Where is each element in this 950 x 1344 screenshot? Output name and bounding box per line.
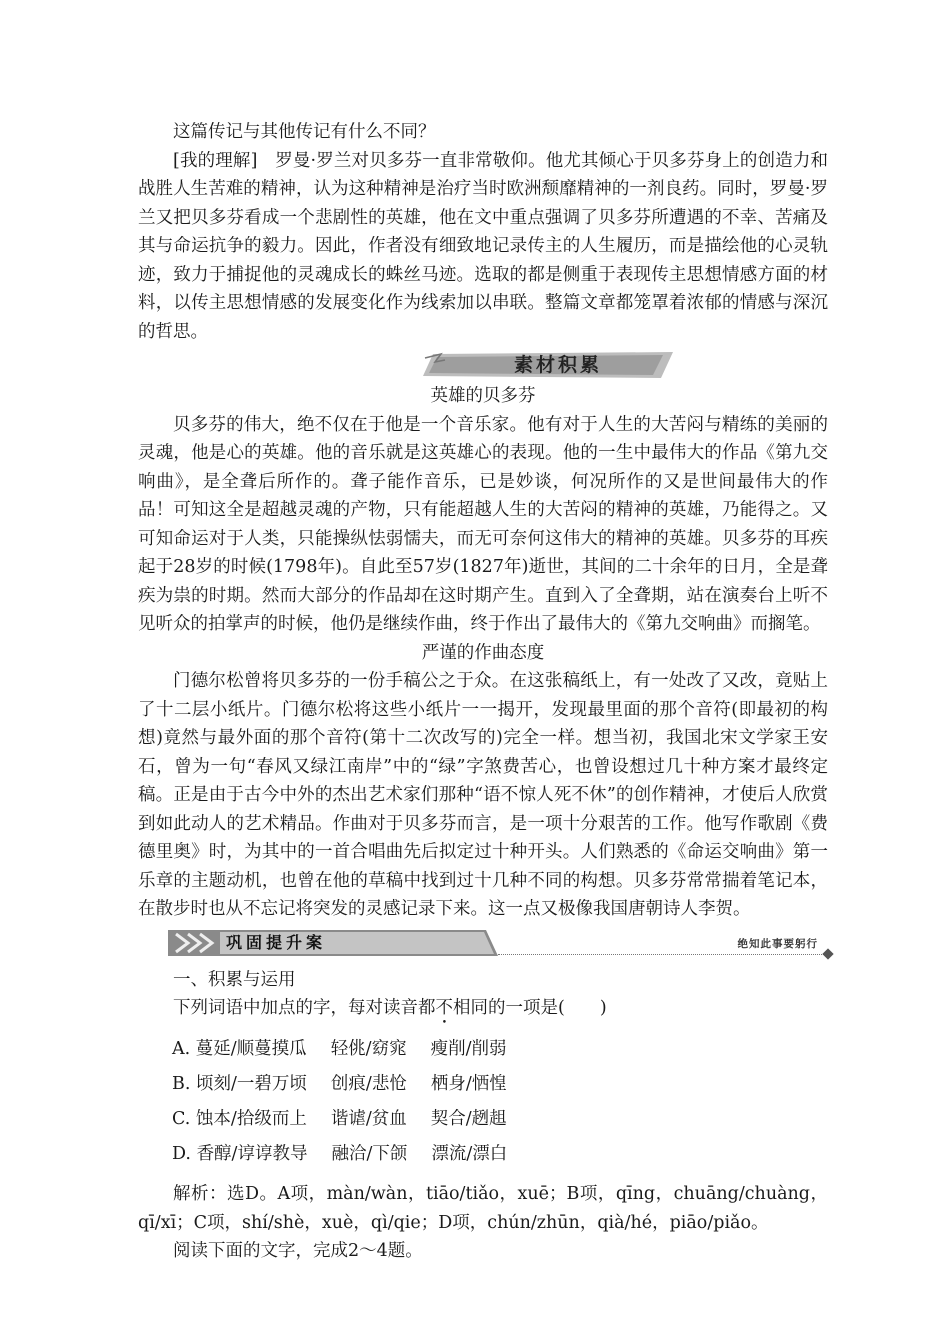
question-stem: 下列词语中加点的字，每对读音都不相同的一项是( ) [173,998,607,1018]
option-c: C. 蚀本/拾级而上 谐谑/贫血 契合/趔趄 [172,1109,507,1129]
banner-title: 素材积累 [513,354,602,376]
banner-title: 巩固提升案 [226,932,327,952]
option-a: A. 蔓延/顺蔓摸瓜 轻佻/窈窕 瘦削/削弱 [172,1039,507,1059]
banner-motto: 绝知此事要躬行 [737,937,818,950]
options-list [138,1032,828,1172]
article-title-2: 严谨的作曲态度 [421,642,545,663]
banner-tab-shape [168,930,498,956]
diamond-icon [822,948,833,959]
option-b: B. 顷刻/一碧万顷 创痕/悲怆 栖身/恓惶 [172,1074,507,1094]
banner-rule [498,954,828,955]
intro-question: 这篇传记与其他传记有什么不同？ [173,122,436,142]
understanding-text: 罗曼·罗兰对贝多芬一直非常敬仰。他尤其倾心于贝多芬身上的创造力和战胜人生苦难的精神，认为这种精神是治疗当时欧洲颓靡精神的一剂良药。同时，罗曼·罗兰又把贝多芬看成一个悲剧性的英雄，他在文中重点强调了贝多芬所遭遇的不幸、苦痛及其与命运抗争的毅力。因此，作者没有细致地记录传主的人生履历，而是描绘他的心灵轨迹，致力于捕捉他的灵魂成长的蛛丝马迹。选取的都是侧重于表现传主思想情感方面的材料，以传主思想情感的发展变化作为线索加以串联。整篇文章都笼罩着浓郁的情感与深沉的哲思。 [138,150,829,342]
section-banner-material [138,350,828,380]
article-title-1: 英雄的贝多芬 [430,386,536,406]
intro-understanding [138,147,828,347]
part-title: 一、积累与运用 [173,969,296,990]
option-d: D. 香醇/谆谆教导 融洽/下颌 漂流/漂白 [172,1144,508,1164]
section-banner-consolidation [138,930,828,958]
page-content [138,118,828,1266]
article-body-1: 贝多芬的伟大，绝不仅在于他是一个音乐家。他有对于人生的大苦闷与精练的美丽的灵魂，他是心的英雄。他的音乐就是这英雄心的表现。他的一生中最伟大的作品《第九交响曲》，是全聋后所作的。聋子能作音乐，已是妙谈，何况所作的又是世间最伟大的作品！可知这全是超越灵魂的产物，只有能超越人生的大苦闷的精神的英雄，乃能得之。又可知命运对于人类，只能操纵怯弱懦夫，而无可奈何这伟大的精神的英雄。贝多芬的耳疾起于28岁的时候(1798年)。自此至57岁(1827年)逝世，其间的二十余年的日月，全是聋疾为祟的时期。然而大部分的作品却在这时期产生。直到入了全聋期，站在演奏台上听不见听众的拍掌声的时候，他仍是继续作曲，终于作出了最伟大的《第九交响曲》而搁笔。 [138,414,828,634]
article-body-2: 门德尔松曾将贝多芬的一份手稿公之于众。在这张稿纸上，有一处改了又改，竟贴上了十二层小纸片。门德尔松将这些小纸片一一揭开，发现最里面的那个音符(即最初的构想)竟然与最外面的那个音符(第十二次改写的)完全一样。想当初，我国北宋文学家王安石，曾为一句“春风又绿江南岸”中的“绿”字煞费苦心，也曾设想过几十种方案才最终定稿。正是由于古今中外的杰出艺术家们那种“语不惊人死不休”的创作精神，才使后人欣赏到如此动人的艺术精品。作曲对于贝多芬而言，是一项十分艰苦的工作。他写作歌剧《费德里奥》时，为其中的一首合唱曲先后拟定过十种开头。人们熟悉的《命运交响曲》第一乐章的主题动机，也曾在他的草稿中找到过十几种不同的构想。贝多芬常常揣着笔记本，在散步时也从不忘记将突发的灵感记录下来。这一点又极像我国唐朝诗人李贺。 [138,671,828,919]
reading-prompt: 阅读下面的文字，完成2～4题。 [173,1241,423,1261]
analysis-text: 解析：选D。A项，màn/wàn，tiāo/tiǎo，xuē；B项，qīng，chuāng/chuàng，qī/xī；C项，shí/shè，xuè，qì/qie；D项，chún/zhūn，qià/hé，piāo/piǎo。 [138,1184,828,1233]
understanding-label: [我的理解] [173,150,258,171]
